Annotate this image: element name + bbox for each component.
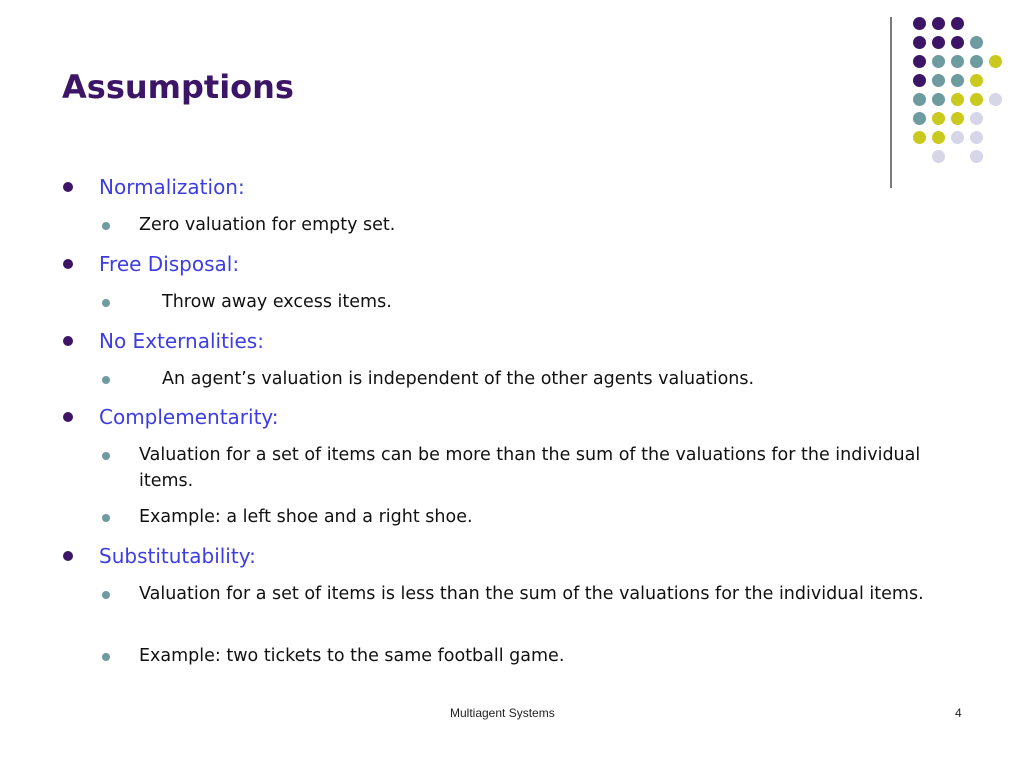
bullet-heading-complementarity: Complementarity: (99, 405, 279, 429)
sub-bullet-dot (102, 376, 110, 384)
sub-bullet-dot (102, 591, 110, 599)
sub-bullet-text: Zero valuation for empty set. (139, 215, 396, 235)
bullet-heading-substitutability: Substitutability: (99, 544, 256, 568)
footer-text: Multiagent Systems (450, 706, 555, 720)
sub-bullet-dot (102, 452, 110, 460)
bullet-dot (63, 336, 73, 346)
page-number: 4 (955, 706, 962, 720)
sub-bullet-text: Throw away excess items. (162, 292, 392, 312)
sub-bullet-text: Valuation for a set of items can be more than the sum of the valuations for the individual items. (139, 445, 921, 491)
sub-bullet-text: Example: two tickets to the same football game. (139, 646, 565, 666)
page-title: Assumptions (62, 68, 294, 106)
sub-bullet-dot (102, 222, 110, 230)
bullet-dot (63, 551, 73, 561)
bullet-heading-normalization: Normalization: (99, 175, 245, 199)
sub-bullet-dot (102, 653, 110, 661)
bullet-dot (63, 182, 73, 192)
sub-bullet-text: An agent’s valuation is independent of the other agents valuations. (162, 369, 755, 389)
sub-bullet-text: Example: a left shoe and a right shoe. (139, 507, 473, 527)
sub-bullet-dot (102, 299, 110, 307)
bullet-dot (63, 412, 73, 422)
sub-bullet-text: Valuation for a set of items is less than the sum of the valuations for the individual items. (139, 584, 924, 604)
bullet-heading-no-externalities: No Externalities: (99, 329, 264, 353)
bullet-heading-free-disposal: Free Disposal: (99, 252, 240, 276)
bullet-dot (63, 259, 73, 269)
sub-bullet-dot (102, 514, 110, 522)
